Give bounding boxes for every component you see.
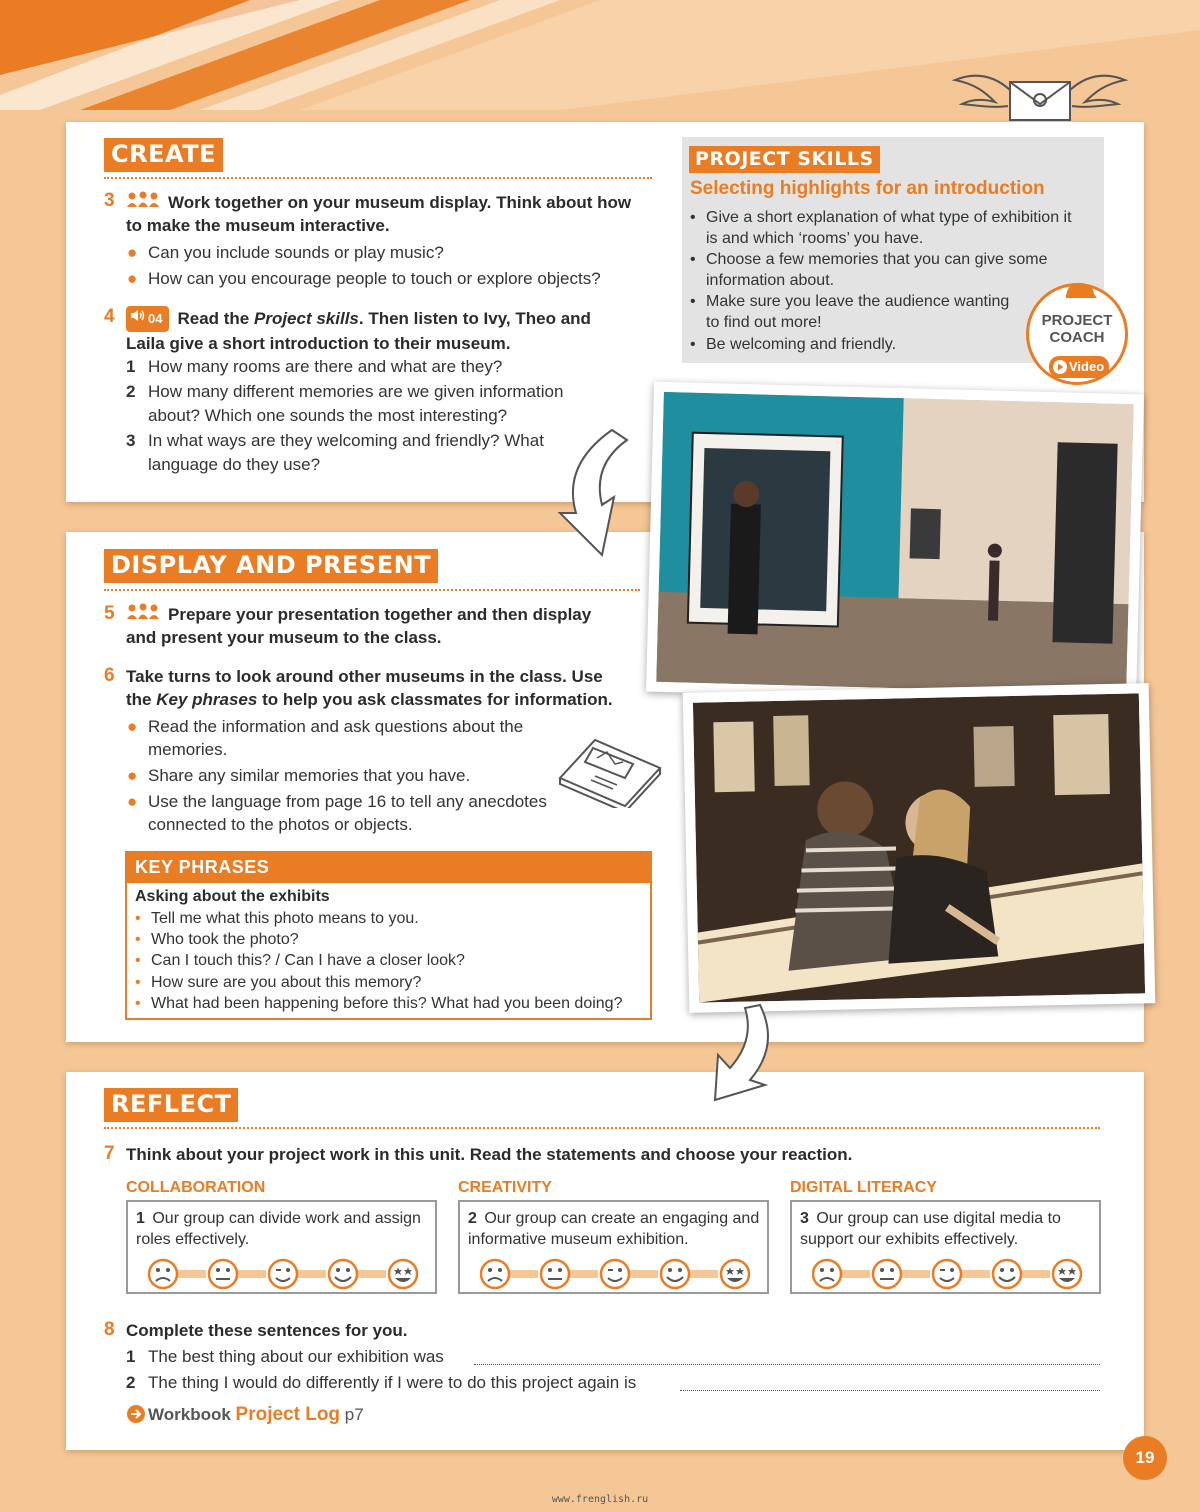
sad-face-icon[interactable] [149,1260,177,1288]
neutral-face-icon[interactable] [873,1260,901,1288]
create-divider [104,177,652,179]
happy-face-icon[interactable] [993,1260,1021,1288]
coach-video-link[interactable]: Video [1049,356,1109,378]
key-phrases-box [125,851,652,1020]
reaction-scale [812,1257,1092,1291]
display-heading: DISPLAY AND PRESENT [104,549,438,583]
project-skills-subtitle: Selecting highlights for an introduction [690,178,1045,199]
answer-line-2[interactable] [680,1390,1100,1391]
sad-face-icon[interactable] [481,1260,509,1288]
skills-item: • Choose a few memories that you can give some information about. [690,251,1048,289]
q4-item: 2 How many different memories are we given information about? Which one sounds the most interesting? [126,382,564,425]
skills-item: • Give a short explanation of what type of exhibition it is and which ‘rooms’ you have. [690,209,1072,247]
q4-item: 3 In what ways are they welcoming and friendly? What language do they use? [126,431,544,474]
skills-item: • Be welcoming and friendly. [690,336,897,353]
key-phrase: • Tell me what this photo means to you. [135,910,419,927]
reflection-box-creativity [458,1200,769,1294]
q3-bullet: ● How can you encourage people to touch or explore objects? [127,269,601,288]
q7-text: Think about your project work in this unit. Read the statements and choose your reaction. [126,1145,853,1164]
wink-face-icon[interactable] [269,1260,297,1288]
curved-arrow-icon [690,1000,790,1110]
star-eyes-face-icon[interactable] [389,1260,417,1288]
wink-face-icon[interactable] [933,1260,961,1288]
footer-url: www.frenglish.ru [551,1494,649,1505]
category-digital-literacy-title: DIGITAL LITERACY [790,1179,937,1196]
key-phrase: • What had been happening before this? What had you been doing? [135,995,623,1012]
q6-bullet: ● Share any similar memories that you have. [127,766,471,785]
sad-face-icon[interactable] [813,1260,841,1288]
wink-face-icon[interactable] [601,1260,629,1288]
category-collaboration-title: COLLABORATION [126,1179,266,1196]
happy-face-icon[interactable] [661,1260,689,1288]
neutral-face-icon[interactable] [209,1260,237,1288]
key-phrase: • How sure are you about this memory? [135,974,422,991]
q5-text: Prepare your presentation together and then display and present your museum to the class. [126,605,592,647]
display-divider [104,589,640,591]
neutral-face-icon[interactable] [541,1260,569,1288]
coach-label-line1: PROJECT [1041,312,1113,329]
category-creativity-title: CREATIVITY [458,1179,552,1196]
reflection-statement: 1 Our group can divide work and assign roles effectively. [136,1210,421,1248]
q8-item: 1 The best thing about our exhibition was [126,1347,444,1366]
q6-bullet: ● Read the information and ask questions about the memories. [127,717,524,759]
reaction-scale [480,1257,760,1291]
gallery-image [656,392,1133,694]
reflection-statement: 2 Our group can create an engaging and informative museum exhibition. [468,1210,760,1248]
q8-item: 2 The thing I would do differently if I were to do this project again is [126,1373,637,1392]
page-number: 19 [1123,1436,1167,1480]
reflection-box-digital-literacy [790,1200,1101,1294]
skills-item: • Make sure you leave the audience wanting to find out more! [690,293,1010,331]
q8-number: 8 [104,1319,115,1340]
happy-face-icon[interactable] [329,1260,357,1288]
q3-bullet: ● Can you include sounds or play music? [127,243,444,262]
create-heading: CREATE [104,138,223,172]
q4-text: 04 Read the Project skills. Then listen to Ivy, Theo and Laila give a short introduction to their museum. [126,306,626,355]
photo-gallery-room [646,382,1144,705]
q3-text: Work together on your museum display. Think about how to make the museum interactive. [126,193,632,235]
q6-bullet: ● Use the language from page 16 to tell any anecdotes connected to the photos or objects. [127,792,547,834]
q3-number: 3 [104,190,115,211]
answer-line-1[interactable] [474,1364,1100,1365]
reflection-box-collaboration [126,1200,437,1294]
visitors-image [693,693,1145,1002]
key-phrase: • Can I touch this? / Can I have a closer look? [135,952,465,969]
q7-number: 7 [104,1143,115,1164]
reflect-heading: REFLECT [104,1088,238,1122]
key-phrase: • Who took the photo? [135,931,299,948]
curved-arrow-icon [552,425,632,565]
cap-icon [1063,280,1097,302]
photo-museum-visitors [683,683,1156,1013]
q6-text: Take turns to look around other museums in the class. Use the Key phrases to help you ask classmates for information. [126,667,613,709]
project-skills-title: PROJECT SKILLS [689,146,880,173]
reaction-scale [148,1257,428,1291]
q4-number: 4 [104,306,115,327]
reflect-divider [104,1127,1100,1129]
key-phrases-title: KEY PHRASES [127,853,650,883]
play-icon [1053,360,1067,374]
project-coach-badge[interactable] [1026,283,1128,385]
q4-item: 1 How many rooms are there and what are they? [126,357,503,376]
reflection-statement: 3 Our group can use digital media to support our exhibits effectively. [800,1210,1061,1248]
workbook-reference[interactable]: Workbook Project Log p7 [126,1404,364,1426]
coach-label-line2: COACH [1049,329,1105,346]
speaker-icon [130,309,145,322]
arrow-right-circle-icon [126,1404,146,1424]
q6-number: 6 [104,665,115,686]
key-phrases-subtitle: Asking about the exhibits [135,888,330,905]
q8-text: Complete these sentences for you. [126,1321,408,1340]
audio-track-button[interactable]: 04 [126,306,169,332]
star-eyes-face-icon[interactable] [1053,1260,1081,1288]
q5-number: 5 [104,603,115,624]
star-eyes-face-icon[interactable] [721,1260,749,1288]
photo-album-icon [555,718,665,808]
